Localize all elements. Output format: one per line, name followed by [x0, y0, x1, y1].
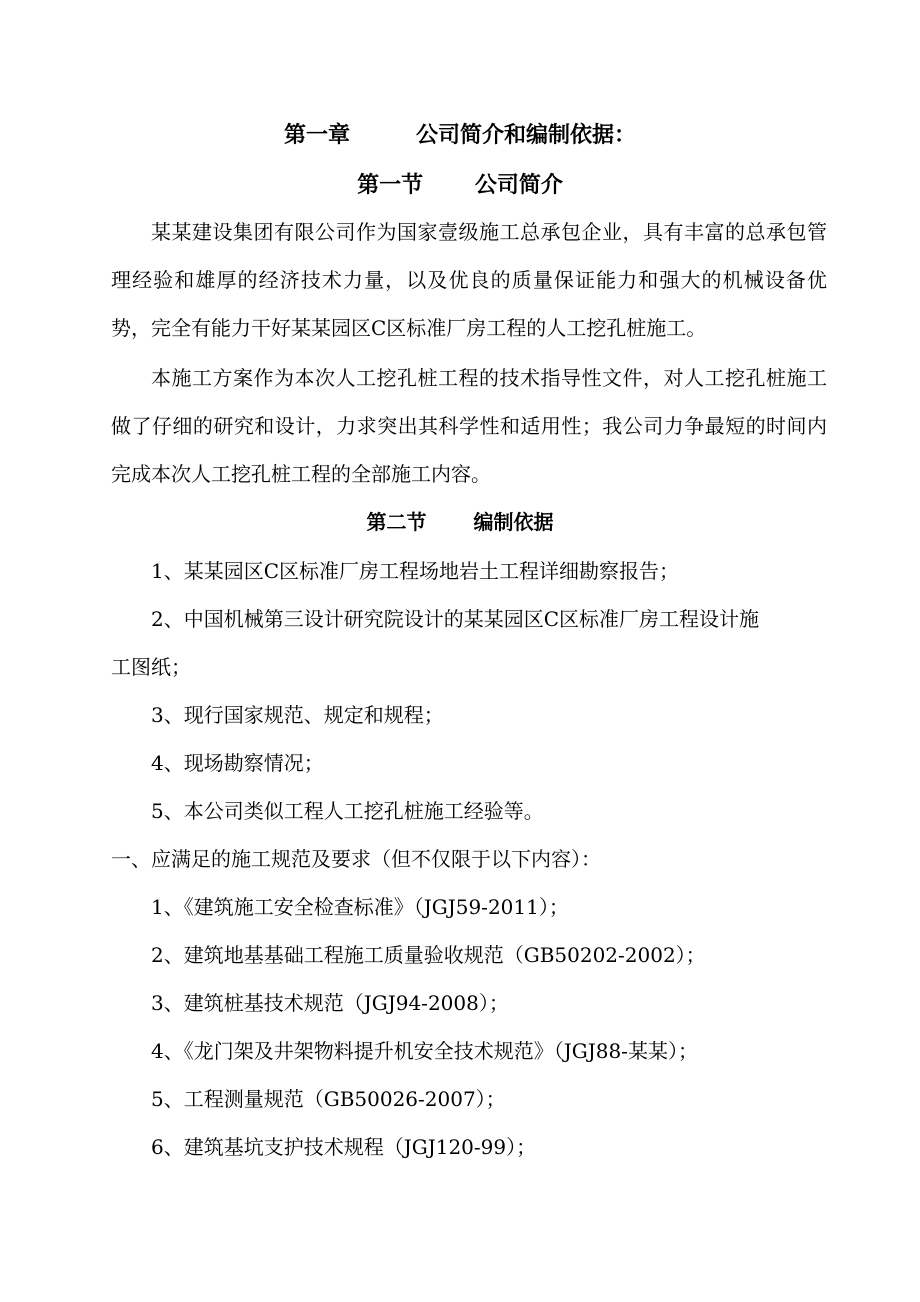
standard-item-4: 4、《龙门架及井架物料提升机安全技术规范》（JGJ88-某某）； — [151, 1039, 698, 1063]
standard-item-6: 6、建筑基坑支护技术规程（JGJ120-99）； — [151, 1135, 537, 1159]
section-title-company-intro: 第一节 公司简介 — [357, 173, 563, 198]
basis-item-3: 3、现行国家规范、规定和规程； — [151, 703, 444, 727]
basis-item-4: 4、现场勘察情况； — [151, 751, 324, 775]
company-intro-paragraph-2: 本施工方案作为本次人工挖孔桩工程的技术指导性文件，对人工挖孔桩施工做了仔细的研究和设计，力求突出其科学性和适用性；我公司力争最短的时间内完成本次人工挖孔桩工程的全部施工内容。 — [111, 366, 827, 486]
standard-item-5: 5、工程测量规范（GB50026-2007）； — [151, 1087, 506, 1111]
company-intro-paragraph-1: 某某建设集团有限公司作为国家壹级施工总承包企业，具有丰富的总承包管理经验和雄厚的经济技术力量，以及优良的质量保证能力和强大的机械设备优势，完全有能力干好某某园区C区标准厂房工程的人工挖孔桩施工。 — [111, 220, 827, 340]
basis-item-2-continued: 工图纸； — [111, 655, 191, 679]
basis-item-5: 5、本公司类似工程人工挖孔桩施工经验等。 — [151, 799, 544, 823]
basis-item-1: 1、某某园区C区标准厂房工程场地岩土工程详细勘察报告； — [151, 559, 680, 583]
standard-item-3: 3、建筑桩基技术规范（JGJ94-2008）； — [151, 991, 509, 1015]
section-title-basis: 第二节 编制依据 — [366, 510, 554, 534]
chapter-title: 第一章 公司简介和编制依据： — [283, 123, 636, 148]
basis-item-2: 2、中国机械第三设计研究院设计的某某园区C区标准厂房工程设计施 — [151, 607, 760, 631]
standard-item-2: 2、建筑地基基础工程施工质量验收规范（GB50202-2002）； — [151, 943, 706, 967]
standard-item-1: 1、《建筑施工安全检查标准》（JGJ59-2011）； — [151, 895, 569, 919]
standards-heading: 一、应满足的施工规范及要求（但不仅限于以下内容）： — [111, 847, 601, 871]
